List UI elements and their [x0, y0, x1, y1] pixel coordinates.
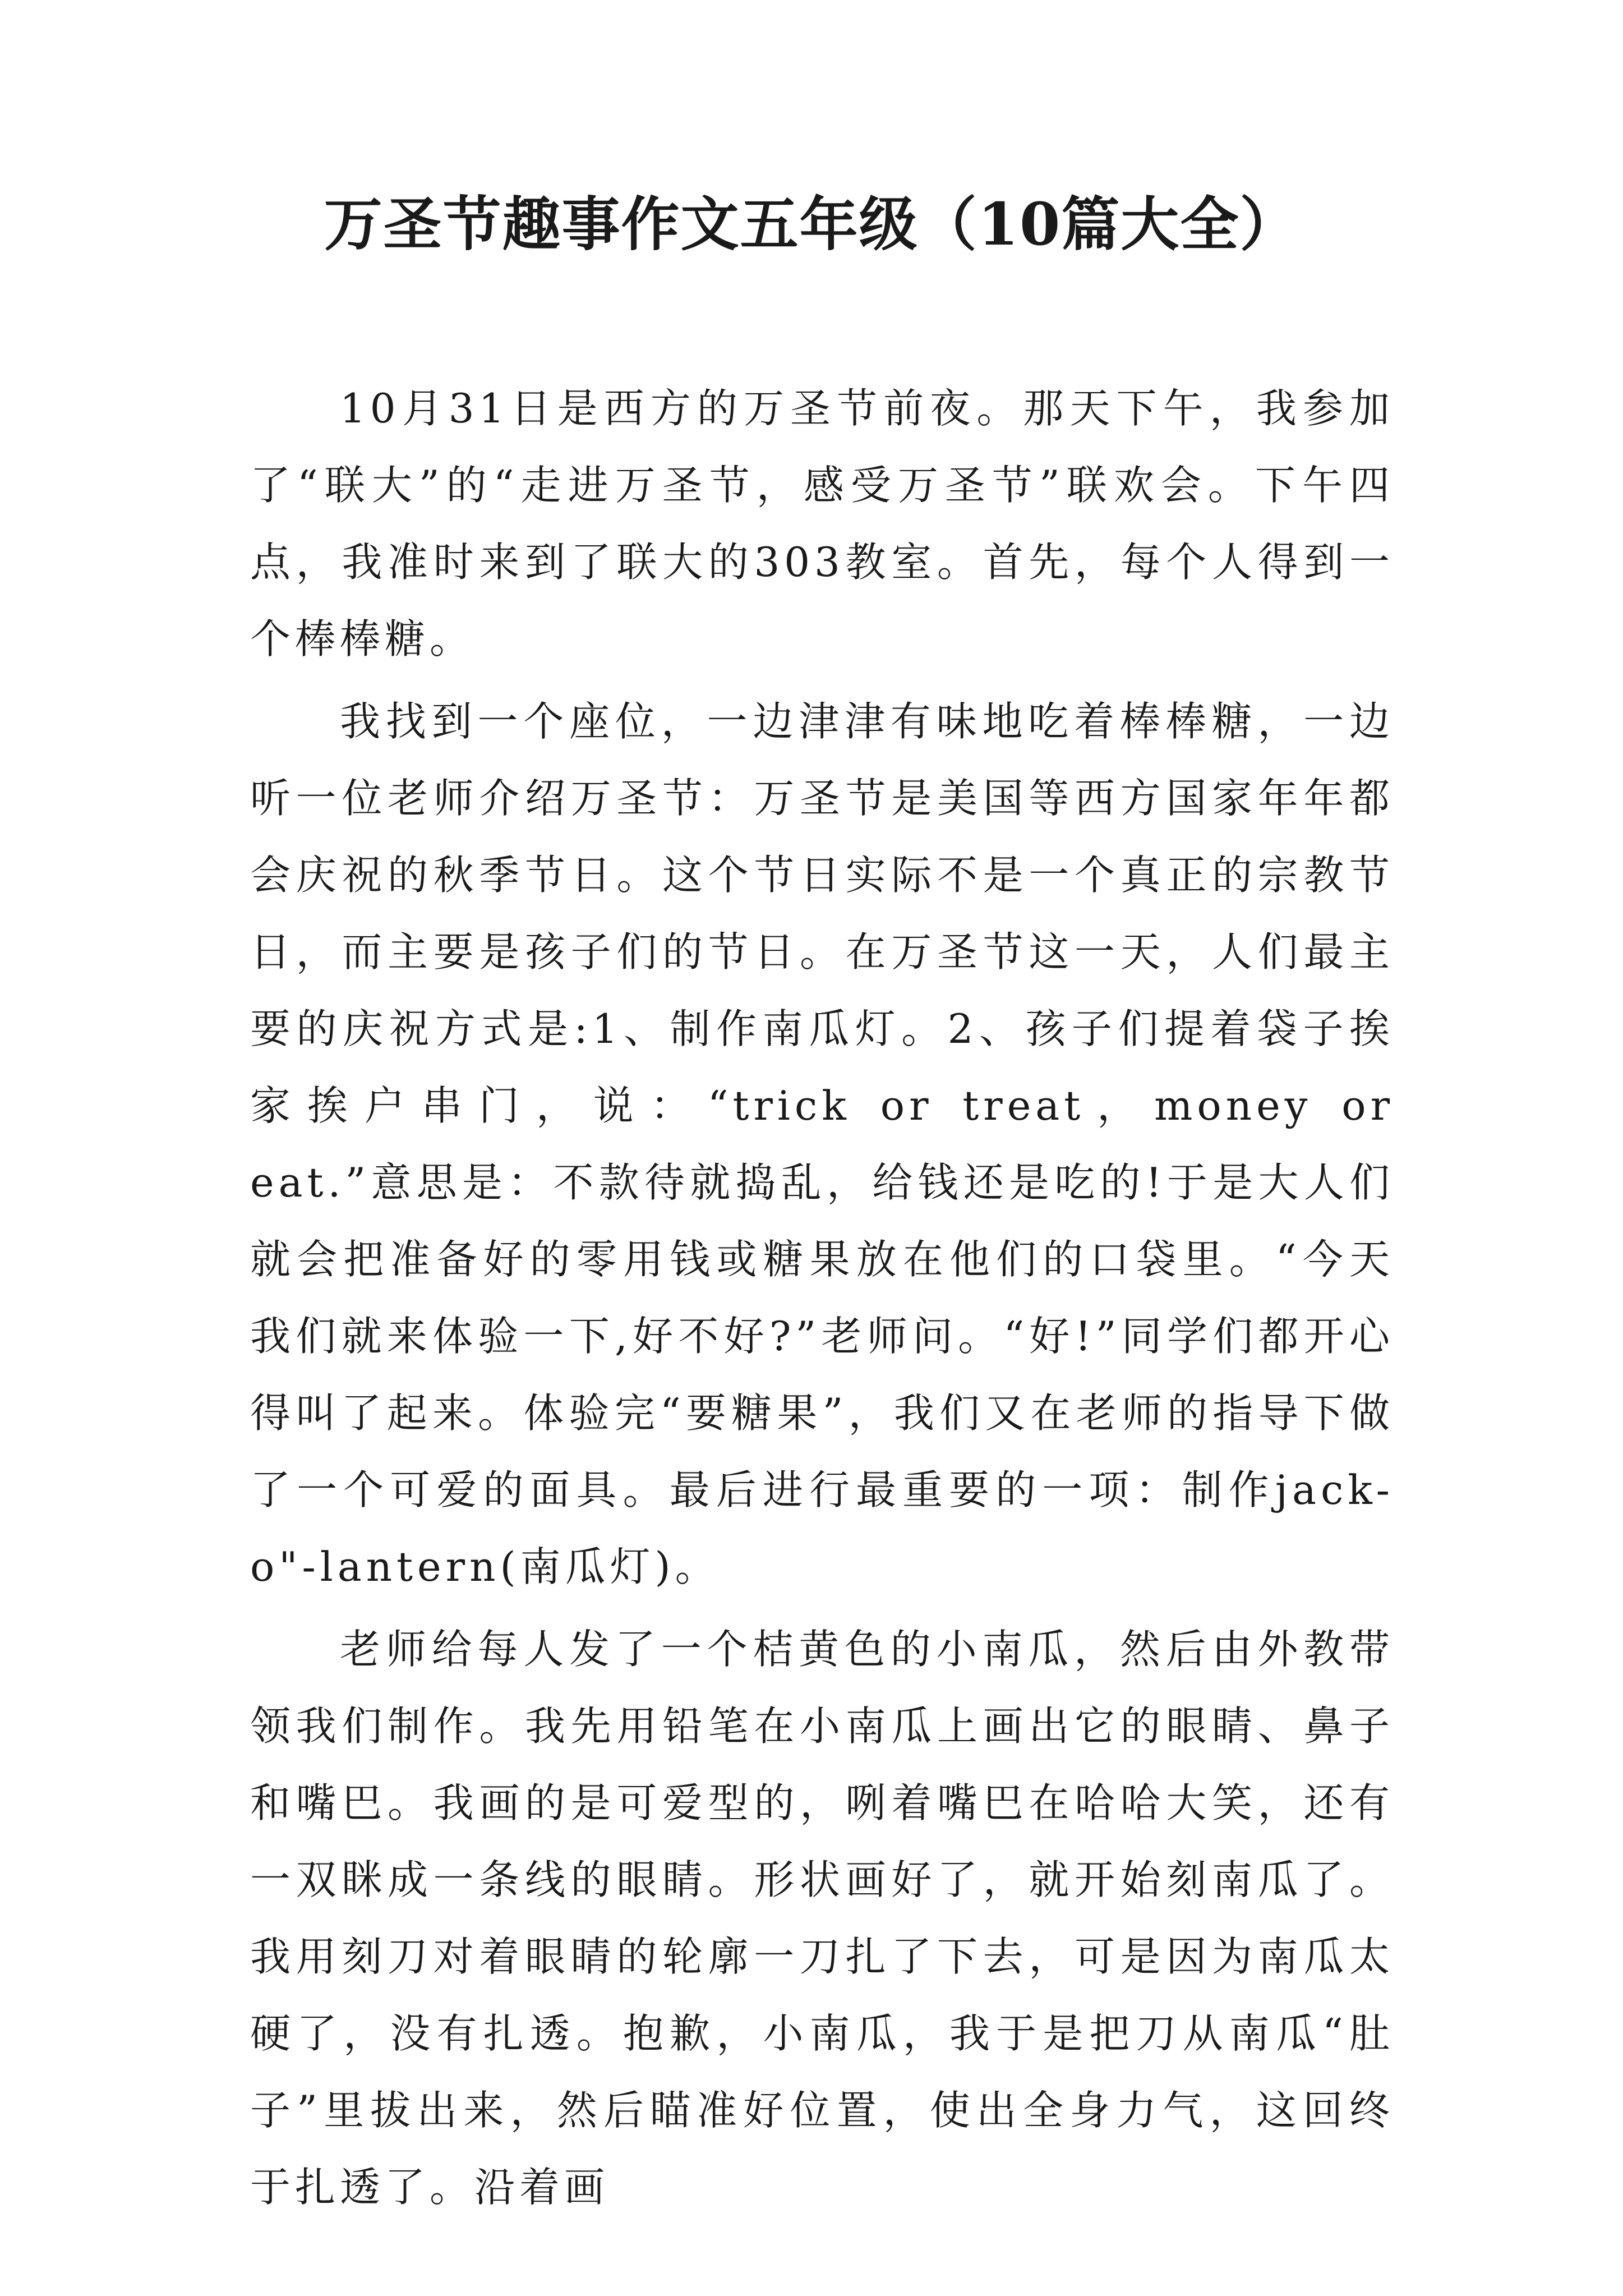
paragraph-1: 10月31日是西方的万圣节前夜。那天下午，我参加了“联大”的“走进万圣节，感受万圣节”联欢会。下午四点，我准时来到了联大的303教室。首先，每个人得到一个棒棒糖。 [250, 385, 1394, 662]
paragraph-2: 我找到一个座位，一边津津有味地吃着棒棒糖，一边听一位老师介绍万圣节：万圣节是美国等西方国家年年都会庆祝的秋季节日。这个节日实际不是一个真正的宗教节日，而主要是孩子们的节日。在万圣节这一天，人们最主要的庆祝方式是:1、制作南瓜灯。2、孩子们提着袋子挨家挨户串门，说：“trick or treat，money or eat.”意思是：不款待就捣乱，给钱还是吃的!于是大人们就会把准备好的零用钱或糖果放在他们的口袋里。“今天我们就来体验一下,好不好?”老师问。“好!”同学们都开心得叫了起来。体验完“要糖果”，我们又在老师的指导下做了一个可爱的面具。最后进行最重要的一项：制作jack-o"-lantern(南瓜灯)。 [250, 698, 1394, 1590]
paragraph-3: 老师给每人发了一个桔黄色的小南瓜，然后由外教带领我们制作。我先用铅笔在小南瓜上画出它的眼睛、鼻子和嘴巴。我画的是可爱型的，咧着嘴巴在哈哈大笑，还有一双眯成一条线的眼睛。形状画好了，就开始刻南瓜了。我用刻刀对着眼睛的轮廓一刀扎了下去，可是因为南瓜太硬了，没有扎透。抱歉，小南瓜，我于是把刀从南瓜“肚子”里拔出来，然后瞄准好位置，使出全身力气，这回终于扎透了。沿着画 [250, 1626, 1394, 2211]
document-body [250, 370, 1394, 2231]
document-title: 万圣节趣事作文五年级（10篇大全） [324, 190, 1299, 259]
